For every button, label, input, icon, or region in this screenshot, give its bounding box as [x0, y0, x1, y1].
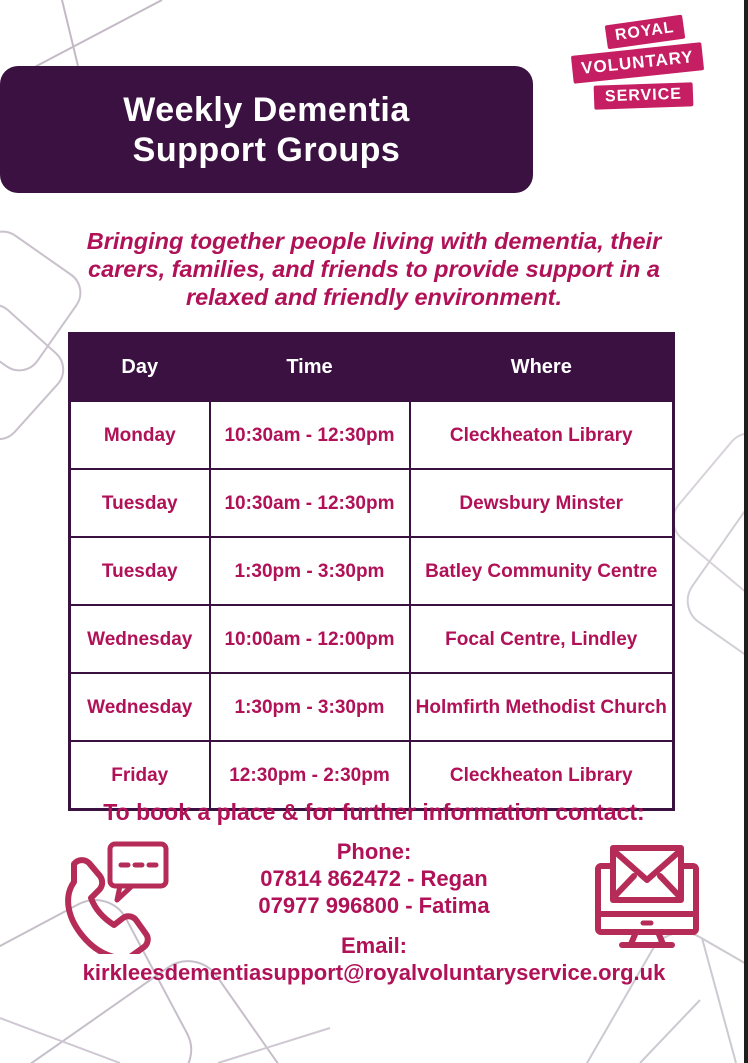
screenshot-right-border	[744, 0, 748, 1063]
email-computer-icon	[588, 840, 708, 955]
where-cell: Cleckheaton Library	[410, 741, 674, 810]
intro-paragraph	[0, 227, 748, 311]
phone-number-fatima: 07977 996800 - Fatima	[258, 893, 490, 918]
where-cell: Holmfirth Methodist Church	[410, 673, 674, 741]
where-cell: Batley Community Centre	[410, 537, 674, 605]
rvs-logo-stamp-service: SERVICE	[594, 82, 694, 109]
phone-number-regan: 07814 862472 - Regan	[260, 866, 488, 891]
column-header-time: Time	[210, 334, 410, 402]
schedule-body	[70, 401, 674, 810]
email-label: Email:	[340, 933, 408, 958]
day-cell: Friday	[70, 741, 210, 810]
phone-label: Phone:	[336, 839, 412, 864]
day-cell: Tuesday	[70, 469, 210, 537]
day-cell: Wednesday	[70, 605, 210, 673]
rvs-logo-stamp-royal: ROYAL	[605, 15, 685, 50]
table-row	[70, 469, 674, 537]
day-cell: Monday	[70, 401, 210, 469]
time-cell: 1:30pm - 3:30pm	[210, 537, 410, 605]
table-header-row	[70, 334, 674, 402]
page-title-line1: Weekly Dementia	[123, 90, 410, 129]
where-cell: Cleckheaton Library	[410, 401, 674, 469]
schedule-table	[68, 332, 675, 811]
rvs-logo-stamp-voluntary: VOLUNTARY	[571, 42, 704, 84]
intro-line: Bringing together people living with dementia, their	[86, 228, 662, 254]
page-title-line2: Support Groups	[132, 130, 401, 169]
time-cell: 12:30pm - 2:30pm	[210, 741, 410, 810]
table-row	[70, 605, 674, 673]
title-banner	[0, 66, 533, 193]
table-row	[70, 537, 674, 605]
day-cell: Tuesday	[70, 537, 210, 605]
contact-heading: To book a place & for further information contact:	[103, 799, 645, 825]
time-cell: 1:30pm - 3:30pm	[210, 673, 410, 741]
where-cell: Focal Centre, Lindley	[410, 605, 674, 673]
table-row	[70, 401, 674, 469]
column-header-where: Where	[410, 334, 674, 402]
table-row	[70, 673, 674, 741]
time-cell: 10:30am - 12:30pm	[210, 469, 410, 537]
where-cell: Dewsbury Minster	[410, 469, 674, 537]
phone-chat-icon	[48, 836, 176, 959]
rvs-logo	[570, 12, 730, 117]
time-cell: 10:30am - 12:30pm	[210, 401, 410, 469]
day-cell: Wednesday	[70, 673, 210, 741]
intro-line: carers, families, and friends to provide support in a	[88, 256, 660, 282]
column-header-day: Day	[70, 334, 210, 402]
time-cell: 10:00am - 12:00pm	[210, 605, 410, 673]
intro-line: relaxed and friendly environment.	[185, 284, 563, 310]
email-address: kirkleesdementiasupport@royalvoluntaryservice.org.uk	[82, 960, 666, 985]
